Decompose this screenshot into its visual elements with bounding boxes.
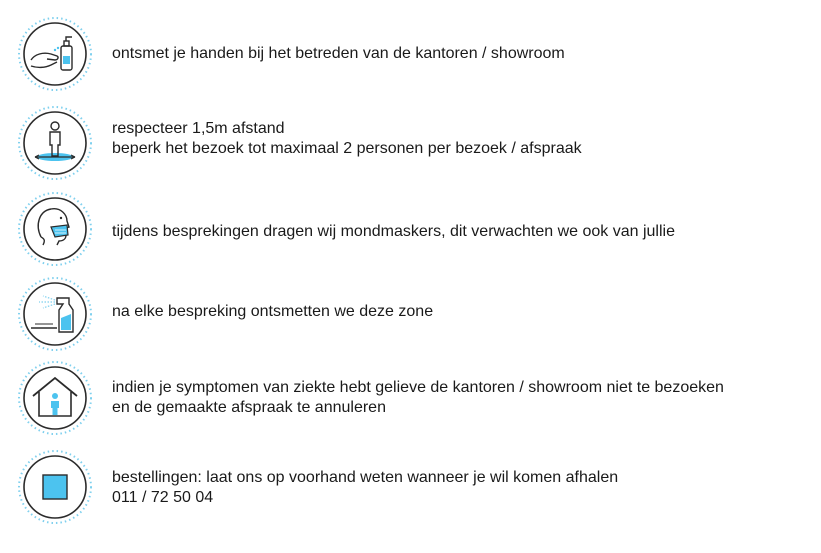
rule-text-line: indien je symptomen van ziekte hebt gelieve de kantoren / showroom niet te bezoeken	[112, 379, 724, 396]
stay-home-icon	[17, 360, 93, 436]
rule-text-line: ontsmet je handen bij het betreden van de kantoren / showroom	[112, 45, 565, 62]
disinfect-spray-icon	[17, 276, 93, 352]
rule-text-line: en de gemaakte afspraak te annuleren	[112, 399, 386, 416]
order-box-icon	[17, 449, 93, 525]
social-distance-icon	[17, 105, 93, 181]
rule-text-line: tijdens besprekingen dragen wij mondmaskers, dit verwachten we ook van jullie	[112, 223, 675, 240]
face-mask-icon	[17, 191, 93, 267]
rule-text-line: beperk het bezoek tot maximaal 2 personen per bezoek / afspraak	[112, 140, 582, 157]
rule-text-line: respecteer 1,5m afstand	[112, 120, 285, 137]
hand-sanitizer-icon	[17, 16, 93, 92]
phone-number: 011 / 72 50 04	[112, 489, 214, 506]
rule-text-line: bestellingen: laat ons op voorhand weten wanneer je wil komen afhalen	[112, 469, 619, 486]
rule-text-line: na elke bespreking ontsmetten we deze zone	[112, 303, 434, 320]
